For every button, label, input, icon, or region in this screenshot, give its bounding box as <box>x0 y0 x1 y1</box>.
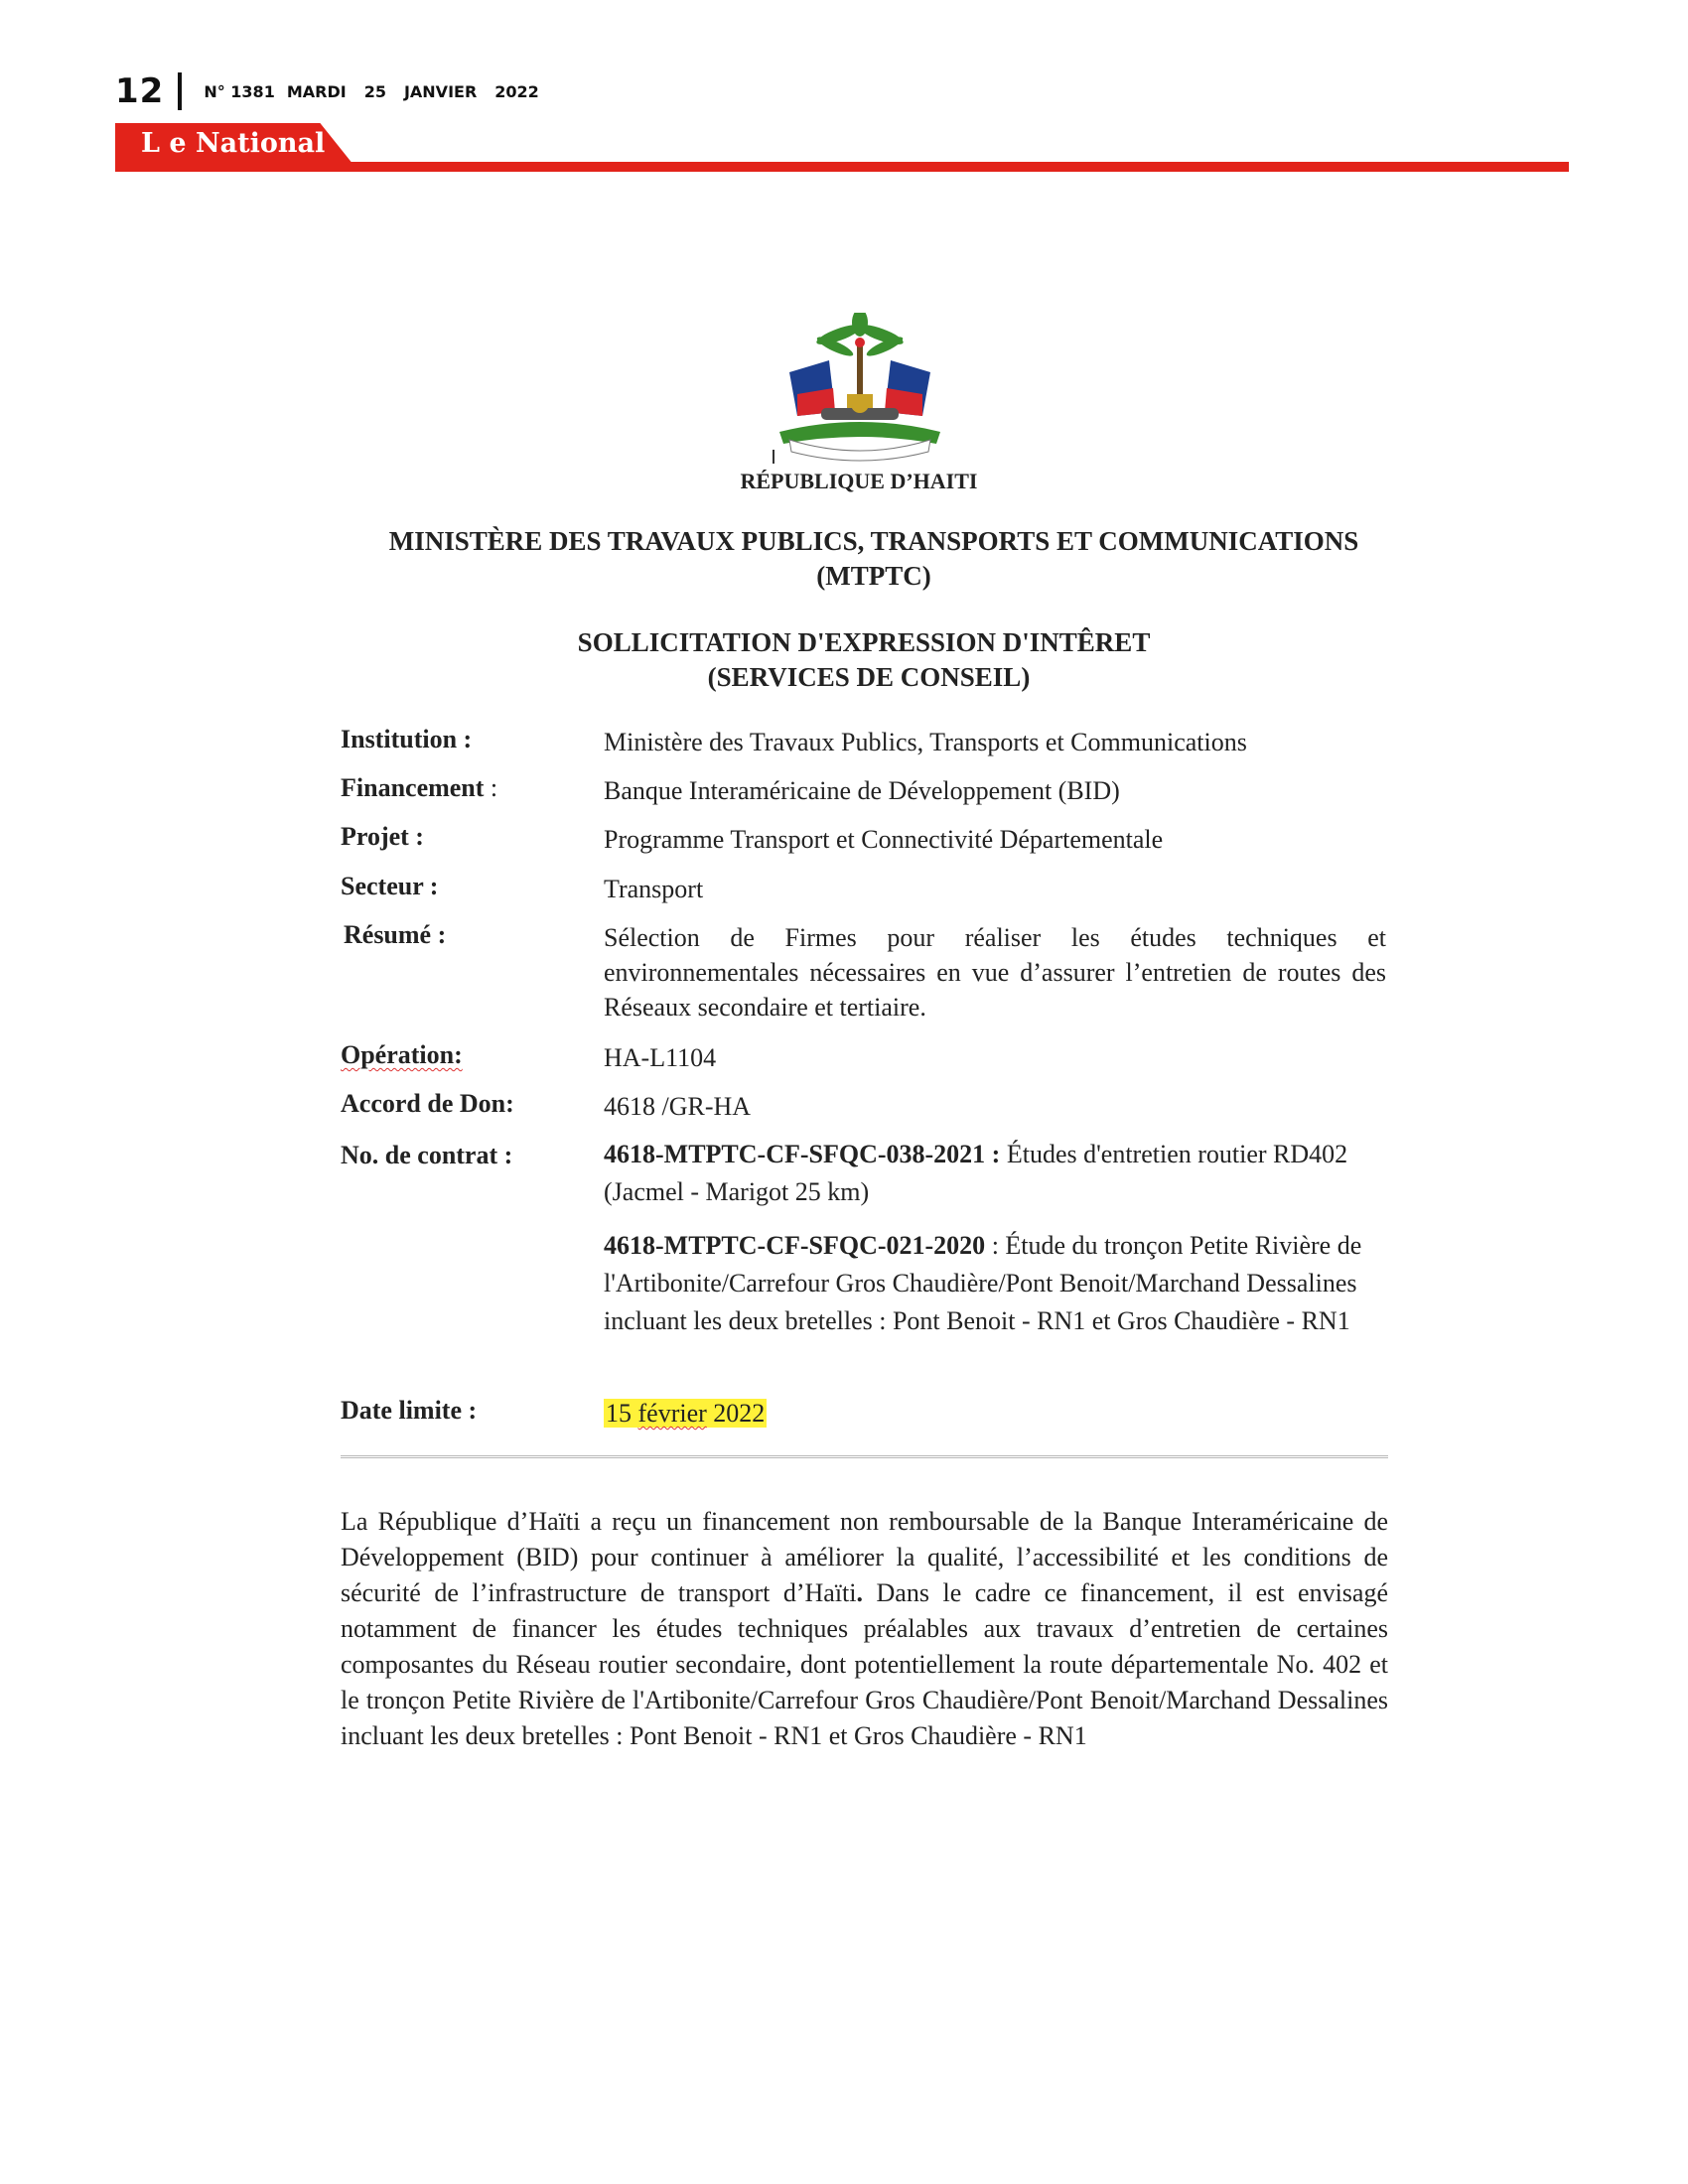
field-value: HA-L1104 <box>604 1043 717 1072</box>
notice-title-sub: (SERVICES DE CONSEIL) <box>707 662 1031 692</box>
contract-list <box>604 1136 1393 1356</box>
contract-item <box>604 1136 1393 1211</box>
ministry-name: MINISTÈRE DES TRAVAUX PUBLICS, TRANSPORTS ET COMMUNICATIONS <box>388 526 1359 556</box>
header-rule <box>115 162 1569 172</box>
field-value: 4618 /GR-HA <box>604 1092 752 1121</box>
issue-info <box>204 82 556 101</box>
field-label: Secteur : <box>341 872 439 900</box>
republique-heading: RÉPUBLIQUE D’HAITI <box>740 469 978 493</box>
newspaper-brand: L e National <box>141 128 326 159</box>
issue-year: 2022 <box>494 81 539 101</box>
ministry-heading <box>0 524 1688 594</box>
field-value: Ministère des Travaux Publics, Transports et Communications <box>604 728 1247 756</box>
field-value: Transport <box>604 875 704 903</box>
deadline-date: 15 février 2022 <box>606 1399 766 1428</box>
issue-number: N° 1381 <box>204 81 275 101</box>
page-header <box>115 71 557 111</box>
field-label: Résumé : <box>344 920 447 949</box>
field-value: Banque Interaméricaine de Développement (BID) <box>604 776 1120 805</box>
notice-title-main: SOLLICITATION D'EXPRESSION D'INTÊRET <box>577 627 1151 657</box>
field-value: Sélection de Firmes pour réaliser les études techniques et environnementales nécessaires en vue d’assurer l’entretien de routes des Réseaux secondaire et tertiaire. <box>604 923 1386 1022</box>
field-label: Accord de Don: <box>341 1089 514 1118</box>
notice-body: La République d’Haïti a reçu un financement non remboursable de la Banque Interaméricaine de Développement (BID) pour continuer à améliorer la qualité, l’accessibilité et les conditions de sécurité de l’infrastructure de transport d’Haïti. Dans le cadre ce financement, il est envisagé notamment de financer les études techniques préalables aux travaux d’entretien de certaines composantes du Réseau routier secondaire, dont potentiellement la route départementale No. 402 et le tronçon Petite Rivière de l'Artibonite/Carrefour Gros Chaudière/Pont Benoit/Marchand Dessalines incluant les deux bretelles : Pont Benoit - RN1 et Gros Chaudière - RN1 <box>341 1507 1388 1750</box>
haiti-coat-of-arms-icon <box>770 313 950 464</box>
contract-description: : Étude du tronçon Petite Rivière de l'Artibonite/Carrefour Gros Chaudière/Pont Benoit/Marchand Dessalines incluant les deux bretelles : Pont Benoit - RN1 et Gros Chaudière - RN1 <box>604 1231 1362 1335</box>
field-label: Date limite : <box>341 1396 478 1425</box>
ministry-acronym: (MTPTC) <box>816 561 931 591</box>
notice-title <box>0 625 1688 695</box>
field-label: No. de contrat : <box>341 1141 513 1169</box>
contract-description: Études d'entretien routier RD402 (Jacmel - Marigot 25 km) <box>604 1140 1348 1206</box>
field-label: Projet : <box>341 822 424 851</box>
field-label: Opération: <box>341 1040 463 1069</box>
field-value: Programme Transport et Connectivité Départementale <box>604 825 1164 854</box>
issue-day: 25 <box>363 81 386 101</box>
contract-item <box>604 1227 1393 1340</box>
field-label: Financement : <box>341 773 498 802</box>
issue-weekday: MARDI <box>286 81 347 101</box>
contract-code: 4618-MTPTC-CF-SFQC-038-2021 : <box>604 1140 1001 1168</box>
header-separator <box>178 72 182 110</box>
issue-month: JANVIER <box>403 81 478 101</box>
contract-code: 4618-MTPTC-CF-SFQC-021-2020 <box>604 1231 986 1260</box>
section-divider <box>341 1455 1388 1458</box>
page-number: 12 <box>115 71 165 111</box>
field-label: Institution : <box>341 725 473 753</box>
